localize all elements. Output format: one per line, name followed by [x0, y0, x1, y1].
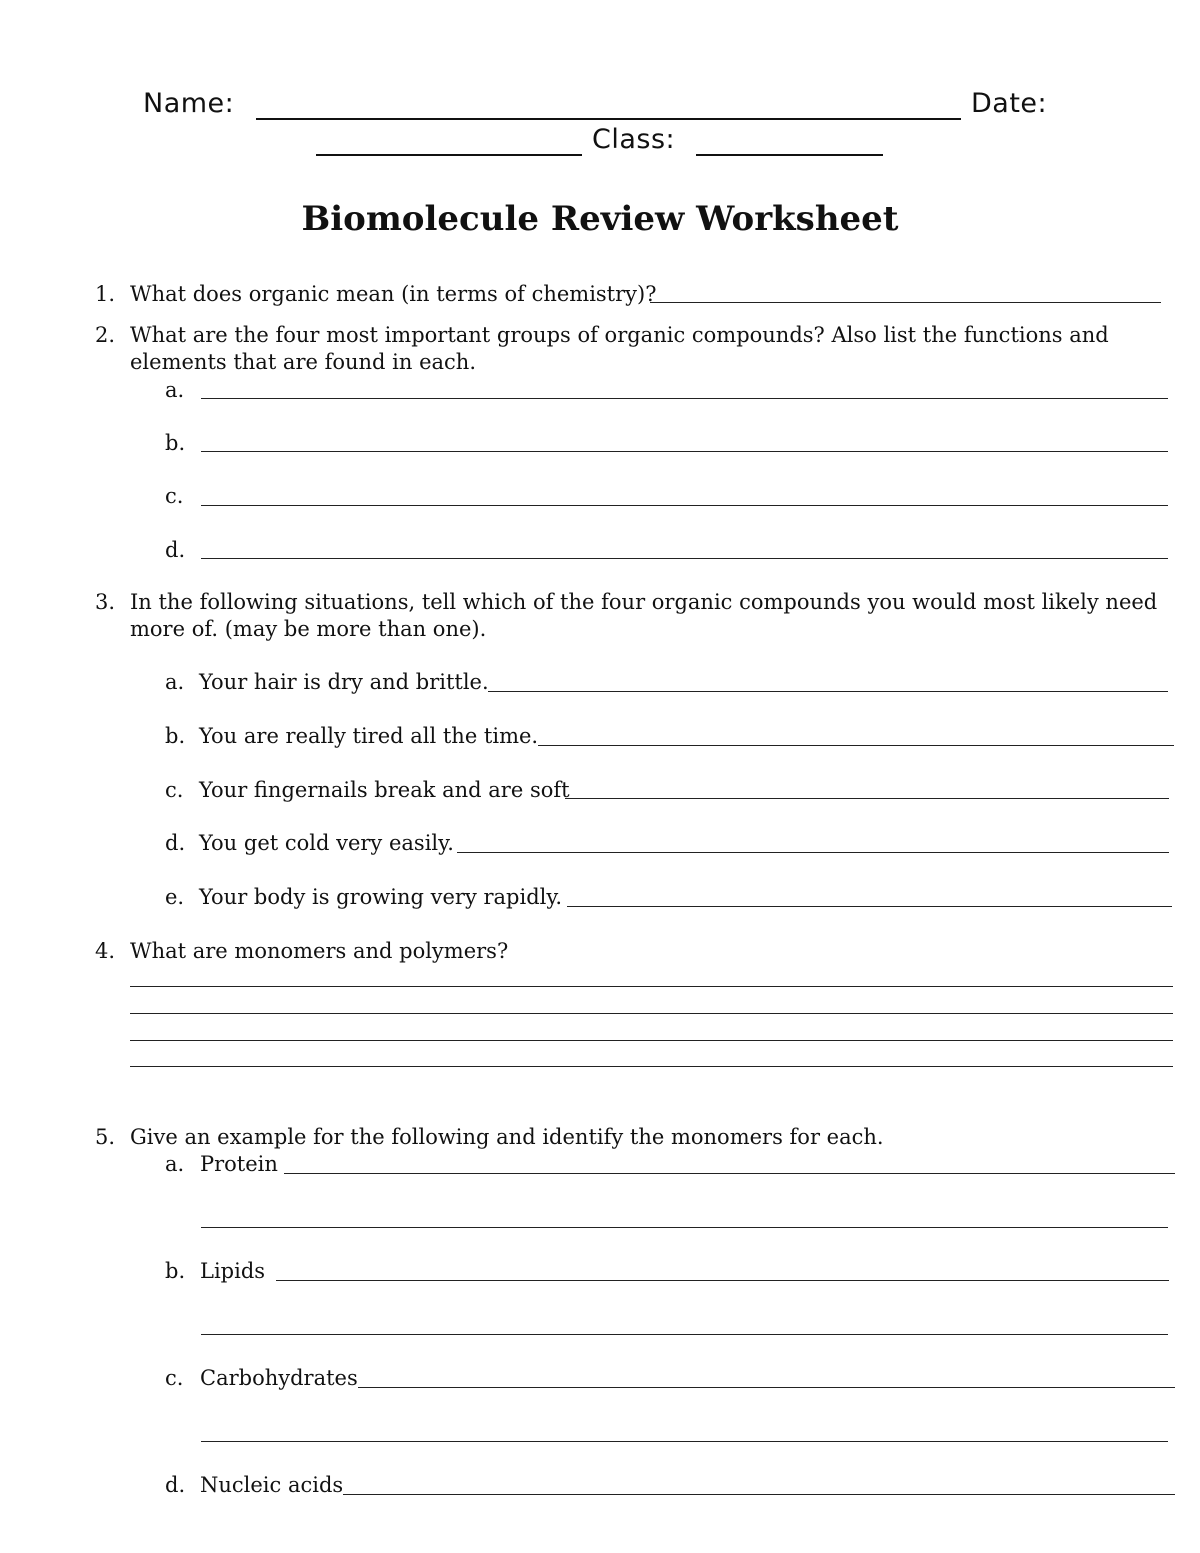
item-text: Nucleic acids — [200, 1473, 344, 1497]
item-letter: d. — [165, 1473, 186, 1497]
item-letter: b. — [165, 724, 186, 748]
answer-line[interactable] — [488, 691, 1168, 692]
item-letter: b. — [165, 1259, 186, 1283]
item-text: Your body is growing very rapidly. — [199, 885, 563, 909]
answer-line[interactable] — [201, 1334, 1168, 1335]
page-title: Biomolecule Review Worksheet — [301, 199, 899, 239]
question-text: more of. (may be more than one). — [130, 617, 487, 641]
answer-line[interactable] — [201, 1441, 1168, 1442]
item-letter: d. — [165, 538, 186, 562]
item-letter: e. — [165, 885, 185, 909]
answer-line[interactable] — [538, 745, 1174, 746]
question-number: 5. — [95, 1125, 116, 1149]
item-text: Carbohydrates — [200, 1366, 358, 1390]
date-label: Date: — [971, 88, 1048, 119]
answer-line[interactable] — [567, 906, 1172, 907]
answer-line[interactable] — [130, 1013, 1173, 1014]
question-number: 1. — [95, 282, 116, 306]
question-text: Give an example for the following and identify the monomers for each. — [130, 1125, 884, 1149]
item-letter: a. — [165, 670, 185, 694]
item-letter: b. — [165, 431, 186, 455]
item-letter: c. — [165, 778, 184, 802]
item-letter: a. — [165, 378, 185, 402]
answer-line[interactable] — [201, 505, 1168, 506]
question-number: 4. — [95, 939, 116, 963]
item-letter: d. — [165, 831, 186, 855]
date-field[interactable] — [316, 154, 582, 156]
question-text: elements that are found in each. — [130, 350, 476, 374]
class-field[interactable] — [696, 154, 883, 156]
question-text: What does organic mean (in terms of chemistry)? — [130, 282, 657, 306]
answer-line[interactable] — [130, 986, 1173, 987]
name-label: Name: — [143, 88, 235, 119]
question-text: What are monomers and polymers? — [130, 939, 509, 963]
answer-line[interactable] — [201, 451, 1168, 452]
answer-line[interactable] — [650, 302, 1161, 303]
answer-line[interactable] — [457, 852, 1169, 853]
name-field[interactable] — [256, 118, 961, 120]
item-letter: c. — [165, 1366, 184, 1390]
item-text: Lipids — [200, 1259, 266, 1283]
answer-line[interactable] — [201, 558, 1168, 559]
answer-line[interactable] — [565, 798, 1169, 799]
item-text: You get cold very easily. — [199, 831, 454, 855]
question-text: In the following situations, tell which of the four organic compounds you would most likely need — [130, 590, 1158, 614]
answer-line[interactable] — [343, 1494, 1175, 1495]
item-text: Protein — [200, 1152, 278, 1176]
item-letter: c. — [165, 484, 184, 508]
answer-line[interactable] — [358, 1387, 1175, 1388]
item-text: You are really tired all the time. — [199, 724, 539, 748]
answer-line[interactable] — [201, 1227, 1168, 1228]
item-text: Your fingernails break and are soft — [199, 778, 570, 802]
question-number: 2. — [95, 323, 116, 347]
item-letter: a. — [165, 1152, 185, 1176]
answer-line[interactable] — [201, 398, 1168, 399]
answer-line[interactable] — [130, 1040, 1173, 1041]
answer-line[interactable] — [284, 1173, 1175, 1174]
answer-line[interactable] — [130, 1066, 1173, 1067]
item-text: Your hair is dry and brittle. — [199, 670, 489, 694]
answer-line[interactable] — [276, 1280, 1169, 1281]
class-label: Class: — [592, 124, 676, 155]
question-number: 3. — [95, 590, 116, 614]
question-text: What are the four most important groups of organic compounds? Also list the functions and — [130, 323, 1109, 347]
